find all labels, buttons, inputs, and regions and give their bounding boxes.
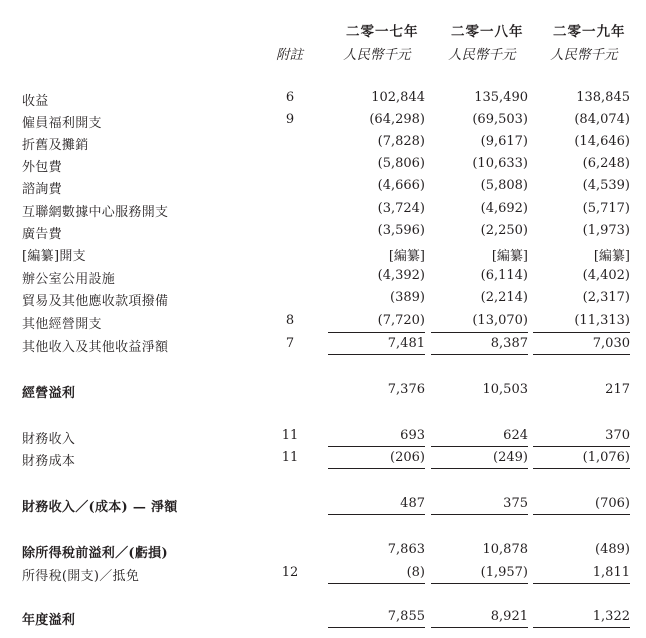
value-2019: 1,811 xyxy=(592,565,630,580)
value-2017: 693 xyxy=(400,428,425,443)
value-2018: 8,387 xyxy=(490,336,528,351)
value-2019: 138,845 xyxy=(576,90,630,105)
value-2019: (706) xyxy=(595,496,630,511)
value-2017: [編纂] xyxy=(388,249,425,264)
value-2017: (3,596) xyxy=(377,223,425,238)
value-2017: 7,481 xyxy=(387,336,425,351)
column-rule xyxy=(431,627,528,628)
year-header-2018: 二零一八年 xyxy=(451,24,524,40)
row-label: 廣告費 xyxy=(22,227,62,242)
row-label: 財務收入 xyxy=(22,432,76,447)
column-rule xyxy=(328,583,425,584)
year-header-2017: 二零一七年 xyxy=(346,24,419,40)
row-operating-profit xyxy=(0,382,646,404)
row-advertising xyxy=(0,223,646,245)
row-label: 僱員福利開支 xyxy=(22,116,102,131)
value-2019: (1,973) xyxy=(582,223,630,238)
value-2019: (4,539) xyxy=(582,178,630,193)
value-2017: (4,666) xyxy=(377,178,425,193)
value-2018: (13,070) xyxy=(472,313,528,328)
column-rule xyxy=(328,354,425,355)
row-note: 11 xyxy=(281,450,299,465)
value-2019: (5,717) xyxy=(582,201,630,216)
value-2018: 375 xyxy=(503,496,528,511)
column-rule xyxy=(328,332,425,333)
value-2019: (84,074) xyxy=(574,112,630,127)
value-2018: (4,692) xyxy=(480,201,528,216)
row-label: 除所得稅前溢利／(虧損) xyxy=(22,546,168,561)
value-2019: 370 xyxy=(605,428,630,443)
row-label: [編纂]開支 xyxy=(22,249,86,264)
row-depreciation xyxy=(0,134,646,156)
value-2019: [編纂] xyxy=(593,249,630,264)
column-rule xyxy=(431,468,528,469)
row-note: 7 xyxy=(285,336,295,351)
value-2017: 7,863 xyxy=(387,542,425,557)
row-outsourcing xyxy=(0,156,646,178)
row-note: 8 xyxy=(285,313,295,328)
value-2018: (6,114) xyxy=(480,268,528,283)
row-label: 其他收入及其他收益淨額 xyxy=(22,340,169,355)
row-label: 年度溢利 xyxy=(22,613,76,628)
column-rule xyxy=(328,514,425,515)
note-column-header: 附註 xyxy=(276,47,303,63)
value-2017: (3,724) xyxy=(377,201,425,216)
column-rule xyxy=(431,446,528,447)
value-2018: 624 xyxy=(503,428,528,443)
unit-header-2017: 人民幣千元 xyxy=(343,47,411,63)
row-idc-service xyxy=(0,201,646,223)
value-2017: (5,806) xyxy=(377,156,425,171)
row-redacted-expense xyxy=(0,245,646,267)
value-2018: 8,921 xyxy=(490,609,528,624)
value-2019: (2,317) xyxy=(582,290,630,305)
row-label: 諮詢費 xyxy=(22,182,62,197)
value-2019: (14,646) xyxy=(574,134,630,149)
row-revenue xyxy=(0,90,646,112)
value-2017: 487 xyxy=(400,496,425,511)
row-label: 貿易及其他應收款項撥備 xyxy=(22,294,169,309)
row-label: 互聯網數據中心服務開支 xyxy=(22,205,169,220)
value-2017: (7,720) xyxy=(377,313,425,328)
column-rule xyxy=(431,354,528,355)
value-2019: 1,322 xyxy=(592,609,630,624)
value-2017: 7,376 xyxy=(387,382,425,397)
value-2018: (2,250) xyxy=(480,223,528,238)
value-2017: 7,855 xyxy=(387,609,425,624)
value-2018: (2,214) xyxy=(480,290,528,305)
row-label: 財務成本 xyxy=(22,454,76,469)
value-2017: (206) xyxy=(390,450,425,465)
column-rule xyxy=(533,354,630,355)
value-2018: (69,503) xyxy=(472,112,528,127)
row-label: 辦公室公用設施 xyxy=(22,272,116,287)
value-2018: 135,490 xyxy=(474,90,528,105)
column-rule xyxy=(431,332,528,333)
column-rule xyxy=(431,583,528,584)
value-2018: (9,617) xyxy=(480,134,528,149)
row-profit-before-tax xyxy=(0,542,646,564)
value-2019: 7,030 xyxy=(592,336,630,351)
row-employee-benefits xyxy=(0,112,646,134)
value-2018: (1,957) xyxy=(480,565,528,580)
value-2019: (6,248) xyxy=(582,156,630,171)
row-note: 12 xyxy=(281,565,299,580)
row-label: 經營溢利 xyxy=(22,386,76,401)
row-office-utilities xyxy=(0,268,646,290)
value-2017: (7,828) xyxy=(377,134,425,149)
value-2019: (489) xyxy=(595,542,630,557)
value-2019: 217 xyxy=(605,382,630,397)
row-note: 9 xyxy=(285,112,295,127)
value-2017: (4,392) xyxy=(377,268,425,283)
value-2017: (64,298) xyxy=(369,112,425,127)
value-2018: [編纂] xyxy=(491,249,528,264)
value-2017: 102,844 xyxy=(371,90,425,105)
value-2019: (11,313) xyxy=(574,313,630,328)
value-2019: (4,402) xyxy=(582,268,630,283)
unit-header-2018: 人民幣千元 xyxy=(448,47,516,63)
row-label: 收益 xyxy=(22,94,49,109)
row-label: 財務收入／(成本) — 淨額 xyxy=(22,500,178,515)
unit-header-2019: 人民幣千元 xyxy=(550,47,618,63)
row-label: 所得稅(開支)／抵免 xyxy=(22,569,140,584)
value-2018: 10,503 xyxy=(482,382,528,397)
row-label: 外包費 xyxy=(22,160,62,175)
row-note: 6 xyxy=(285,90,295,105)
value-2019: (1,076) xyxy=(582,450,630,465)
value-2017: (8) xyxy=(406,565,425,580)
column-rule xyxy=(431,514,528,515)
value-2018: (5,808) xyxy=(480,178,528,193)
column-rule xyxy=(328,446,425,447)
value-2018: (10,633) xyxy=(472,156,528,171)
value-2018: 10,878 xyxy=(482,542,528,557)
column-rule xyxy=(533,332,630,333)
row-label: 其他經營開支 xyxy=(22,317,102,332)
column-rule xyxy=(533,627,630,628)
row-receivables-provision xyxy=(0,290,646,312)
column-rule xyxy=(533,514,630,515)
value-2018: (249) xyxy=(493,450,528,465)
year-header-2019: 二零一九年 xyxy=(553,24,626,40)
row-note: 11 xyxy=(281,428,299,443)
row-label: 折舊及攤銷 xyxy=(22,138,89,153)
column-rule xyxy=(533,446,630,447)
column-rule xyxy=(328,627,425,628)
column-rule xyxy=(533,468,630,469)
column-rule xyxy=(533,583,630,584)
column-rule xyxy=(328,468,425,469)
row-consulting xyxy=(0,178,646,200)
value-2017: (389) xyxy=(390,290,425,305)
